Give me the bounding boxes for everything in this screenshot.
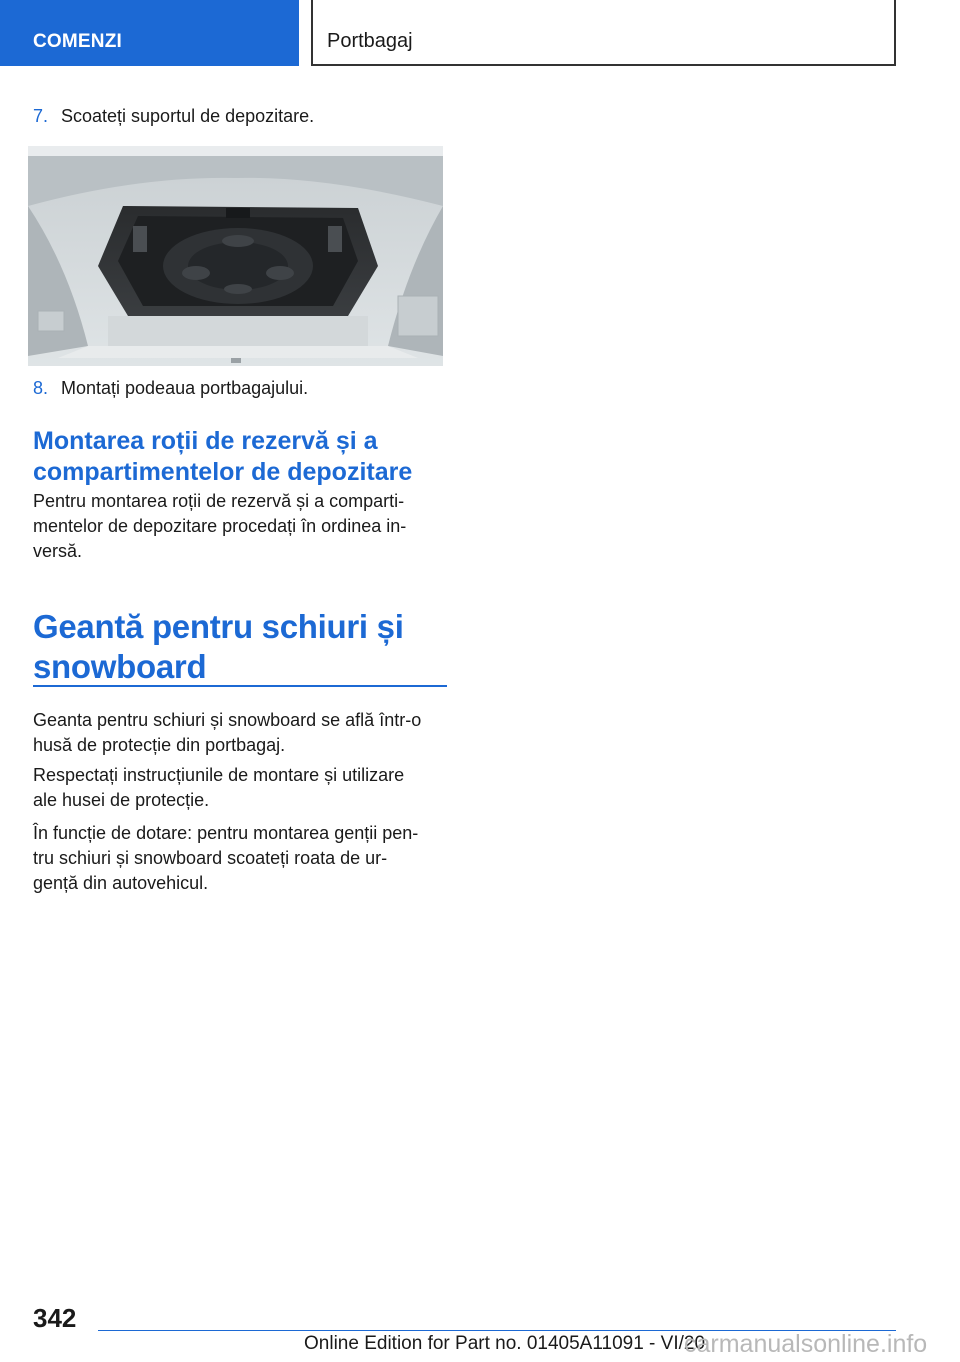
- trunk-storage-tray-image: [28, 146, 443, 366]
- subsection-title: Montarea roții de rezervă și a compartimentelor de depozitare: [33, 427, 413, 486]
- chapter-title: Portbagaj: [327, 30, 413, 52]
- step-text: Montați podeaua portbagajului.: [61, 378, 309, 398]
- section-paragraph-2: Respectați instrucțiunile de montare și utilizare ale husei de protecție.: [33, 765, 405, 810]
- section-tab-label: COMENZI: [33, 31, 123, 52]
- subsection-body: Pentru montarea roții de rezervă și a comparti‐ mentelor de depozitare procedați în ordinea in‐ versă.: [33, 491, 407, 561]
- step-number: 8.: [33, 378, 49, 398]
- section-paragraph-3: În funcție de dotare: pentru montarea genții pen‐ tru schiuri și snowboard scoateți roata de ur‐ gență din autovehicul.: [33, 823, 419, 893]
- step-text: Scoateți suportul de depozitare.: [61, 106, 315, 126]
- page-number: 342: [33, 1303, 77, 1333]
- heading-divider: [33, 685, 447, 687]
- section-paragraph-1: Geanta pentru schiuri și snowboard se află într-o husă de protecție din portbagaj.: [33, 710, 422, 755]
- chapter-title-box: [311, 0, 896, 66]
- section-title: Geantă pentru schiuri și snowboard: [33, 608, 404, 685]
- section-tab[interactable]: [0, 0, 299, 66]
- step-7: [33, 106, 314, 127]
- watermark: carmanualsonline.info: [684, 1330, 928, 1358]
- step-8: [33, 378, 308, 399]
- page-header: [0, 0, 960, 66]
- step-number: 7.: [33, 106, 49, 126]
- edition-text: Online Edition for Part no. 01405A11091 - VI/20: [304, 1333, 706, 1354]
